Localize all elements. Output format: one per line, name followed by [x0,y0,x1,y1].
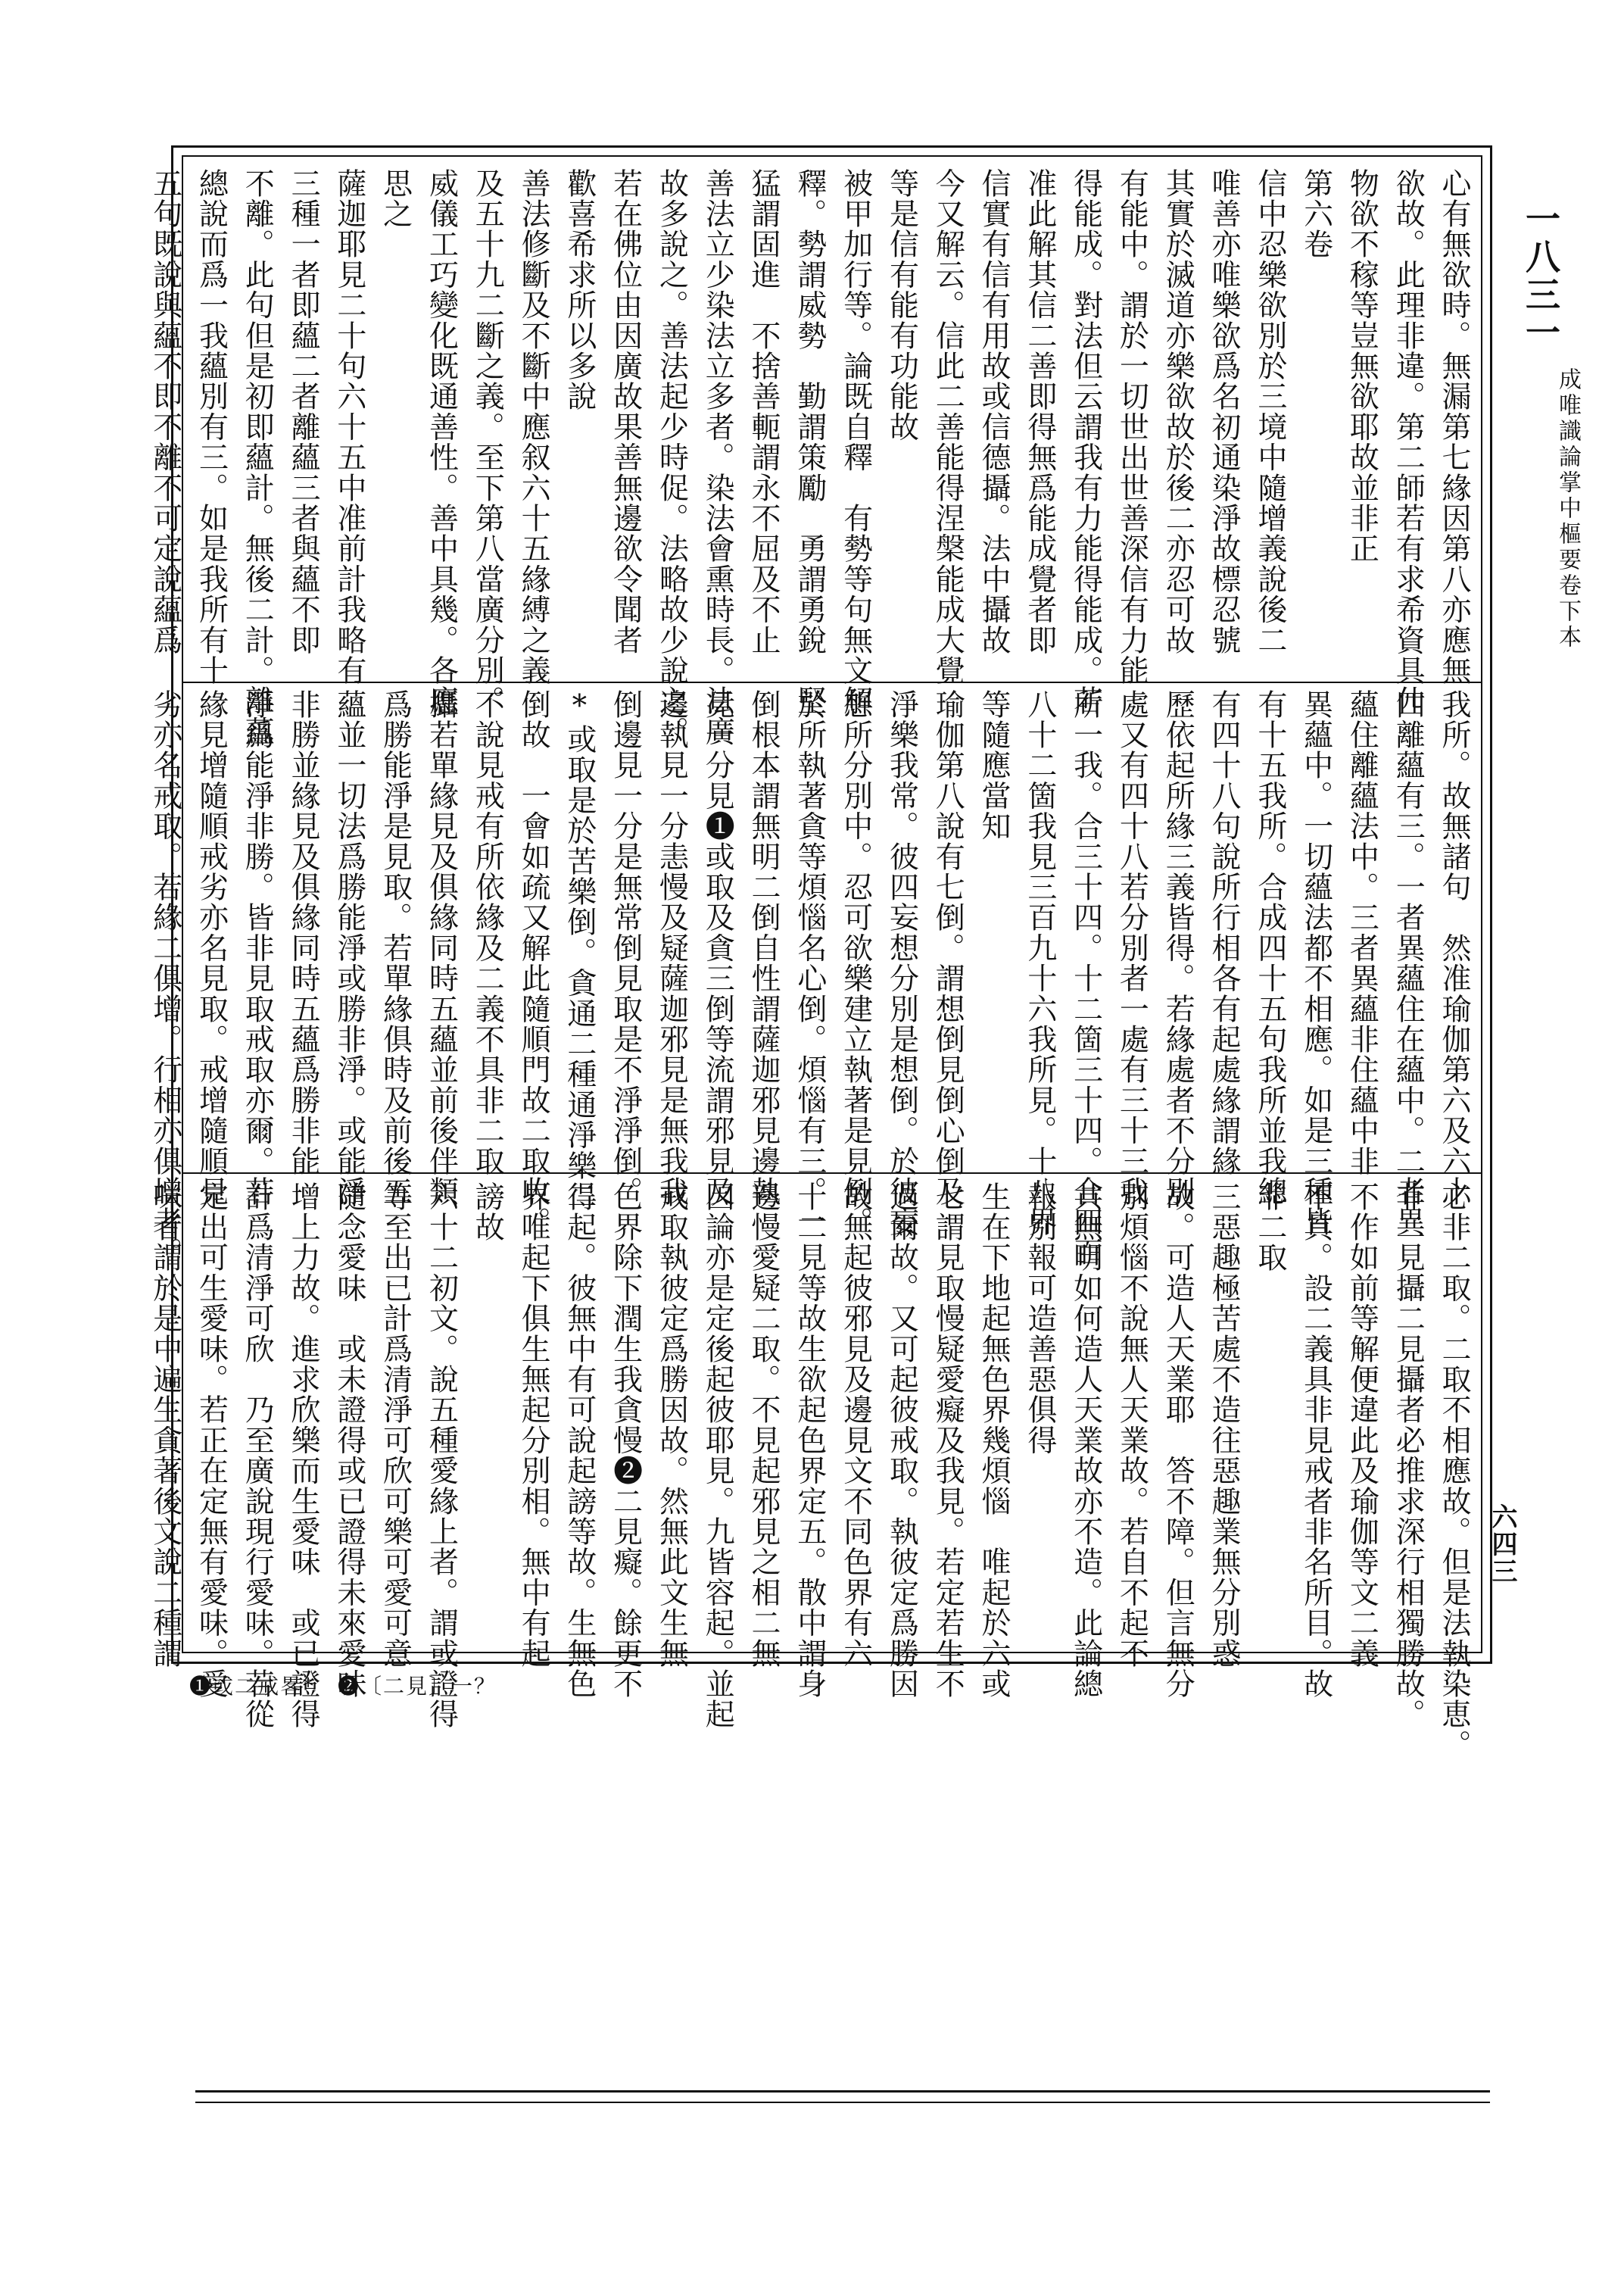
text-column: 生在下地起無色界幾煩惱 唯起於六或 [977,1181,1011,1699]
text-column: 緣見增隨順戒劣亦名見取。戒增隨順見 [194,689,229,1207]
band-divider-1 [183,682,1481,683]
text-column: 瑜伽第八說有七倒。謂想倒見倒心倒及 [930,689,965,1207]
text-column: 見一分見❶或取及貪三倒等流謂邪見及 [700,689,735,1207]
text-column: 謗故 [470,1181,505,1243]
text-column: 淨樂我常。彼四妄想分別是想倒。於彼妄 [884,689,919,1237]
text-column: 非二取 [1252,1181,1287,1273]
text-column: 隨念愛味 或未證得或已證得未來愛味 [332,1181,366,1699]
text-column: 戒取執彼定爲勝因故。然無此文生無 [654,1181,689,1669]
text-column: 故多說之。善法起少時促。法略故少說之。 [654,168,689,747]
text-column: 三惡趣極苦處不造往惡趣業無分別惑 [1207,1181,1242,1669]
text-column: 邊執見一分恚慢及疑薩迦邪見是無我我 [654,689,689,1207]
text-column: 歷依起所緣三義皆得。若緣處者不分別 [1161,689,1195,1207]
text-column: 四離蘊有三。一者異蘊住在蘊中。二者異 [1391,689,1426,1237]
text-column: 爲勝能淨是見取。若單緣俱時及前後五 [378,689,413,1207]
bottom-rule-thin [195,2102,1490,2103]
text-column: 思之 [378,168,413,229]
text-column: 邊慢愛疑二取。不見起邪見之相二無 [747,1181,781,1669]
text-column: 欲故。此理非違。第二師若有求希資具什 [1391,168,1426,716]
text-column: 劣亦名戒取。若緣二俱增。行相亦俱增者。 [148,689,182,1268]
text-column: 倒故 一會如疏又解此隨順門故二取收。 [516,689,551,1237]
text-column: 被甲加行等。論既自釋 有勢等句無文解 [838,168,873,716]
text-column: 故無起彼邪見及邊見文不同色界有六 [838,1181,873,1669]
text-column: 七謂見取慢疑愛癡及我見。若定若生不 [930,1181,965,1699]
text-column: 唯善亦唯樂欲爲名初通染淨故標忍號 [1207,168,1242,656]
original-page-number: 六四三 [1487,1503,1517,1585]
text-column: 得起。彼無中有可說起謗等故。生無色 [562,1181,597,1699]
text-column: 計爲清淨可欣 乃至廣說現行愛味。若從 [240,1181,275,1730]
text-column: 不作如前等解便違此及瑜伽等文二義 [1345,1181,1379,1669]
text-column: 倒邊見一分是無常倒見取是不淨淨倒。 [608,689,643,1207]
text-column: 善法修斷及不斷中應叙六十五緣縛之義 [516,168,551,686]
text-column: 過爾故。又可起彼戒取。執彼定爲勝因 [884,1181,919,1699]
text-column: 不說見戒有所依緣及二義不具非二取 [470,689,505,1177]
text-column: 故。可造人天業耶 答不障。但言無分 [1161,1181,1195,1699]
text-column: 三種一者即蘊二者離蘊三者與蘊不即 [286,168,321,656]
text-column: 共無明如何造人天業故亦不造。此論總 [1068,1181,1103,1699]
text-column: 必非二取。二取不相應故。但是法執染恵。 [1437,1181,1471,1760]
text-column: 等隨應當知 [977,689,1011,841]
bottom-rule [195,2090,1490,2093]
text-column: 攝若單緣見及俱緣同時五蘊並前後伴類 [424,689,459,1207]
text-column: 倒根本謂無明二倒自性謂薩迦邪見邊執 [747,689,781,1207]
page-number: 一八三一 [1520,201,1561,352]
text-column: 歡喜希求所以多說 [562,168,597,412]
text-column: 物欲不稼等豈無欲耶故並非正 [1345,168,1379,564]
text-column: 蘊住離蘊法中。三者異蘊非住蘊中非 [1345,689,1379,1177]
text-column: 界唯起下俱生無起分別相。無中有起 [516,1181,551,1669]
text-band-top [148,168,1476,747]
text-column: 非二見攝二見攝者必推求深行相獨勝故。 [1391,1181,1426,1730]
text-column: 今又解云。信此二善能得涅槃能成大覺 [930,168,965,686]
text-column: 非勝並緣見及俱緣同時五蘊爲勝非能 [286,689,321,1177]
text-column: 心有無欲時。無漏第七緣因第八亦應無 [1437,168,1471,686]
text-column: 報別報可造善惡俱得 [1022,1181,1057,1456]
text-column: 有四十八句說所行相各有起處緣謂緣 [1207,689,1242,1177]
text-column: 等是信有能有功能故 [884,168,919,442]
text-column: 十二見等故生欲起色界定五。散中謂身 [792,1181,827,1699]
text-column: 蘊並一切法爲勝能淨或勝非淨。或能淨 [332,689,366,1207]
text-column: 色界除下潤生我貪慢❷二見癡。餘更不 [608,1181,643,1699]
text-column: 及五十九二斷之義。至下第八當廣分別。 [470,168,505,716]
running-title: 成唯識論掌中樞要卷下本 [1554,367,1581,651]
text-column: 所一我。合三十四。十二箇三十四。合四百 [1068,689,1103,1268]
text-column: 別煩惱不說無人天業故。若自不起不 [1114,1181,1149,1669]
text-column: 猛謂固進 不捨善軛謂永不屈及不止 [747,168,781,656]
text-column: 得能成。對法但云謂我有力能得能成。若 [1068,168,1103,716]
text-column: 有十五我所。合成四十五句我所並我總 [1252,689,1287,1207]
text-column: 等至出已計爲清淨可欣可樂可愛可意 [378,1181,413,1669]
text-column: 增上力故。進求欣樂而生愛味 或已證得 [286,1181,321,1730]
text-column: 想所分別中。忍可欲樂建立執著是見倒。 [838,689,873,1237]
text-column: 定出可生愛味。若正在定無有愛味。愛 [194,1181,229,1699]
text-column: 異蘊中。一切蘊法都不相應。如是三種皆 [1298,689,1333,1237]
text-column: 其實於滅道亦樂欲故於後二亦忍可故 [1161,168,1195,656]
page-margin [1507,201,1590,1132]
text-column: 八十二箇我見三百九十六我所見。十八界 [1022,689,1057,1237]
text-column: 我所。故無諸句 然准瑜伽第六及六十 [1437,689,1471,1207]
text-column: 薩迦耶見二十句六十五中准前計我略有 [332,168,366,686]
text-column: 不離。此句但是初即蘊計。無後二計。離蘊 [240,168,275,747]
text-column: 准此解其信二善即得無爲能成覺者即 [1022,168,1057,656]
text-column: 味者謂於是中遍生貪著後文說二種謂 [148,1181,182,1669]
text-column: 若在佛位由因廣故果善無邊欲令聞者 [608,168,643,656]
text-column: 因論亦是定後起彼耶見。九皆容起。並起 [700,1181,735,1730]
text-column: *或取是於苦樂倒。貪通二種通淨樂二 [562,689,597,1212]
text-column: 釋。勢謂威勢 勤謂策勵 勇謂勇銳 堅 [792,168,827,716]
text-column: 第六卷 [1298,168,1333,260]
text-column: 不具。設二義具非見戒者非名所目。故 [1298,1181,1333,1699]
text-column: 於所執著貪等煩惱名心倒。煩惱有三。一 [792,689,827,1237]
text-column: 有能中。謂於一切世出世善深信有力能 [1114,168,1149,686]
text-column: 信中忍樂欲別於三境中隨增義說後二 [1252,168,1287,656]
footnotes: ❶或二戒畧* ❷〔二見〕一？ [189,1674,497,1699]
text-column: 信實有信有用故或信德攝。法中攝故 [977,168,1011,656]
text-column: 五句既說與蘊不即不離不可定說蘊爲 [148,168,182,656]
text-column: 六十二初文。說五種愛緣上者。謂或證得 [424,1181,459,1730]
text-column: 總說而爲一我蘊別有三。如是我所有十 [194,168,229,686]
text-column: 威儀工巧變化既通善性。善中具幾。各應 [424,168,459,716]
text-column: 淨爲能淨非勝。皆非見取戒取亦爾。若 [240,689,275,1207]
text-column: 處又有四十八若分別者一處有三十三我 [1114,689,1149,1207]
text-column: 善法立少染法立多者。染法會熏時長。法廣 [700,168,735,747]
